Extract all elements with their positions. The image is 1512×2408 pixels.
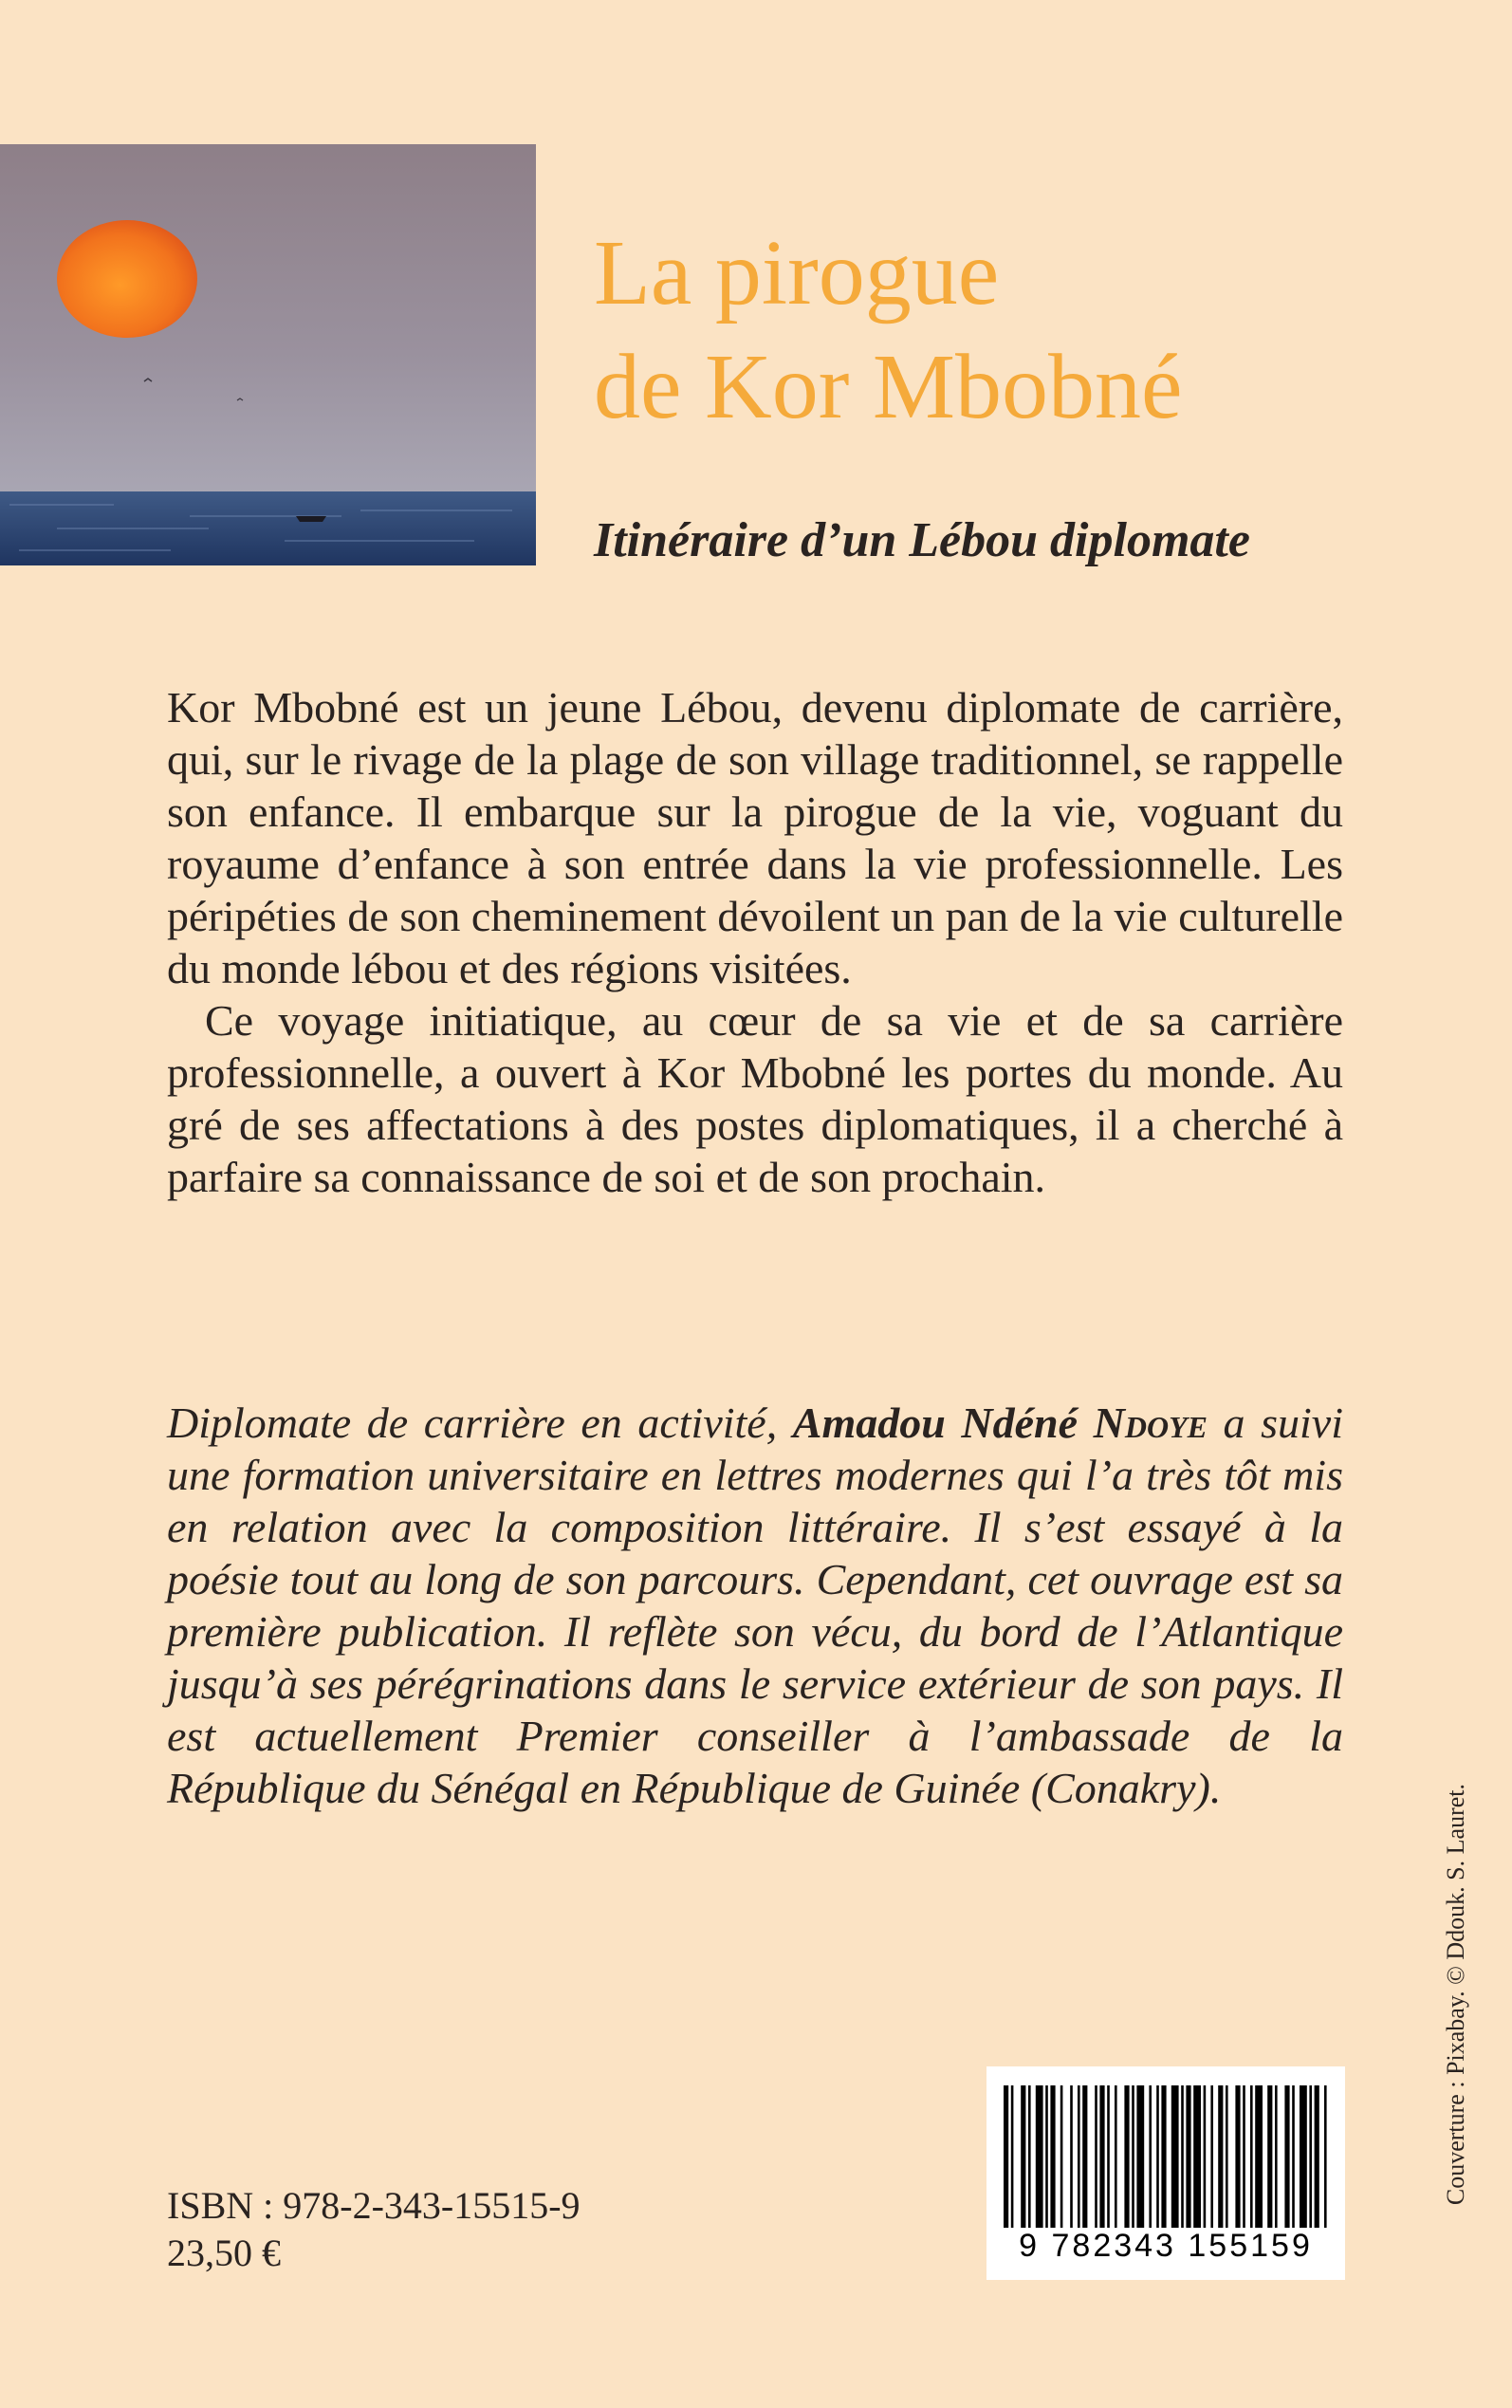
blurb-paragraph-2: Ce voyage initiatique, au cœur de sa vie et de sa carrière professionnelle, a ouvert à Kor Mbobné les portes du monde. Au gré de ses affectations à des postes diplomatiques, il a cherché à parfaire sa connaissance de soi et de son prochain. [167,996,1343,1201]
barcode-bar [1235,2085,1240,2228]
barcode-bar [1186,2085,1190,2228]
barcode-bar [1267,2085,1272,2228]
book-blurb [167,681,1343,1203]
barcode-bar [1136,2085,1144,2228]
author-name [793,1398,1208,1447]
sunset-sea-image [0,144,536,565]
barcode-bar [1082,2085,1087,2228]
barcode-bar [1226,2085,1228,2228]
bio-intro: Diplomate de carrière en activité, [167,1398,793,1447]
barcode-bar [1095,2085,1097,2228]
barcode-bar [1210,2085,1213,2228]
book-subtitle: Itinéraire d’un Lébou diplomate [594,513,1250,567]
barcode-bar [1315,2085,1319,2228]
cover-photo [0,144,536,565]
barcode-bar [1171,2085,1179,2228]
barcode-bar [1181,2085,1184,2228]
barcode-bar [1250,2085,1253,2228]
pirogue [296,516,326,522]
barcode-bar [1300,2085,1307,2228]
barcode-bar [1004,2085,1008,2228]
barcode-bar [1161,2085,1166,2228]
title-line-2: de Kor Mbobné [594,336,1183,438]
barcode-bar [1124,2085,1129,2228]
author-first-name: Amadou Ndéné [792,1398,1094,1447]
sun [57,220,197,338]
barcode-bar [1028,2085,1031,2228]
barcode-bar [1060,2085,1063,2228]
barcode-bar [1011,2085,1014,2228]
barcode-bar [1045,2085,1048,2228]
barcode-bar [1132,2085,1134,2228]
blurb-paragraph-1: Kor Mbobné est un jeune Lébou, devenu diplomate de carrière, qui, sur le rivage de la plage de son village traditionnel, se rappelle son enfance. Il embarque sur la pirogue de la vie, voguant du royaume d’enfance à son entrée dans la vie professionnelle. Les péripéties de son cheminement dévoilent un pan de la vie culturelle du monde lébou et des régions visitées. [167,683,1343,992]
barcode-bar [1070,2085,1073,2228]
barcode-bars [1000,2085,1332,2228]
barcode-bar [1204,2085,1207,2228]
barcode-bar [1050,2085,1055,2228]
barcode-bar [1107,2085,1110,2228]
barcode-bar [1156,2085,1159,2228]
author-bio [167,1397,1343,1814]
barcode-bar [1292,2085,1295,2228]
barcode-bar [1193,2085,1201,2228]
barcode-bar [1218,2085,1223,2228]
barcode-bar [1021,2085,1025,2228]
barcode-bar [1255,2085,1263,2228]
bio-text: a suivi une formation universitaire en lettres modernes qui l’a très tôt mis en relation avec la composition littéraire. Il s’est essayé à la poésie tout au long de son parcours. Cependant, cet ouvrage est sa première publication. Il reflète son vécu, du bord de l’Atlantique jusqu’à ses pérégrinations dans le service extérieur de son pays. Il est actuellement Premier conseiller à l’ambassade de la République du Sénégal en République de Guinée (Conakry). [167,1398,1343,1812]
barcode-bar [1099,2085,1104,2228]
barcode-bar [1275,2085,1278,2228]
barcode-bar [1115,2085,1117,2228]
isbn: ISBN : 978-2-343-15515-9 [167,2184,581,2227]
price: 23,50 € [167,2232,281,2274]
photo-credit [1432,1784,1480,2277]
photo-credit-text: Couverture : Pixabay. © Ddouk. S. Lauret. [1442,1784,1469,2206]
barcode-bar [1324,2085,1327,2228]
barcode-digits: 9 782343 155159 [1019,2228,1313,2264]
barcode-bar [1078,2085,1080,2228]
barcode-bar [1284,2085,1289,2228]
barcode-bar [1149,2085,1152,2228]
barcode [986,2066,1345,2280]
title-line-1: La pirogue [594,222,1000,324]
book-title [594,216,1447,444]
author-last-name: Ndoye [1093,1398,1208,1447]
barcode-bar [1036,2085,1043,2228]
barcode-bar [1309,2085,1312,2228]
barcode-bar [1243,2085,1245,2228]
